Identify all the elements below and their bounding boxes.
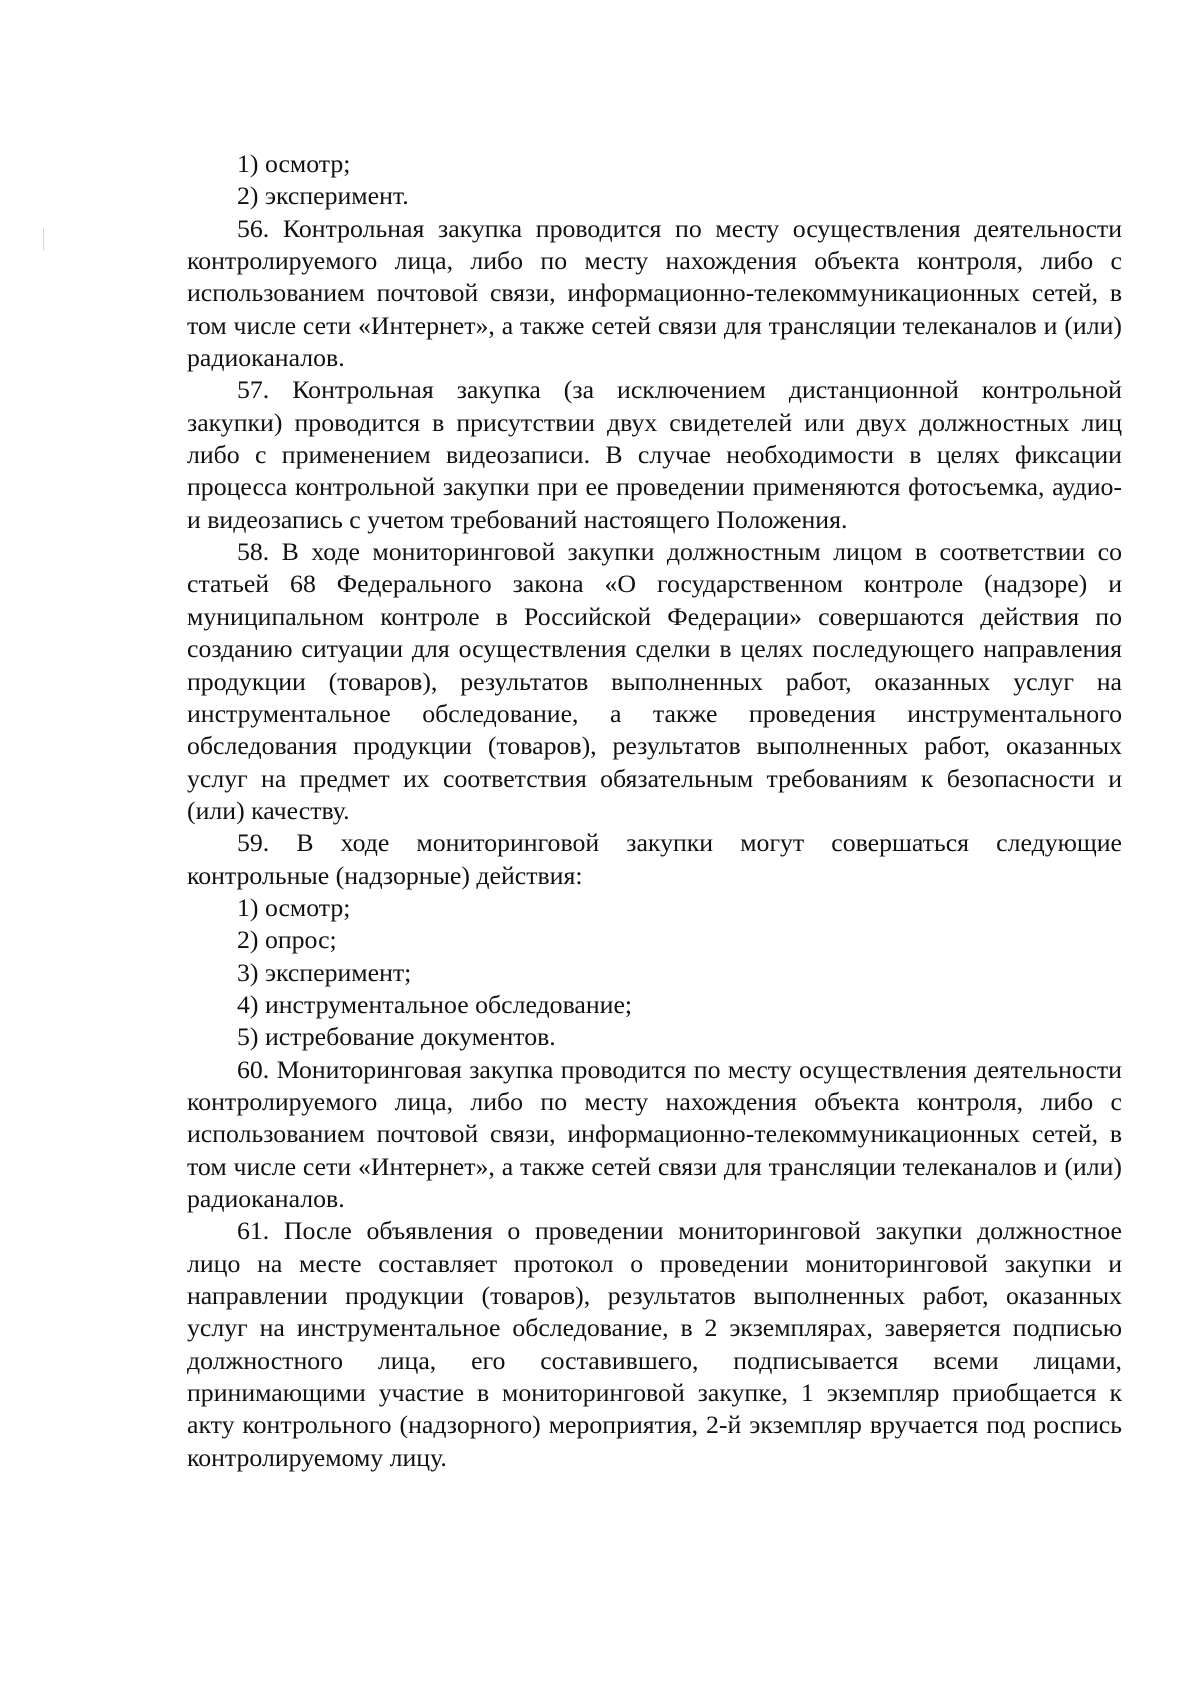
paragraph-56: 56. Контрольная закупка проводится по месту осуществления деятельности контролируемого лица, либо по месту нахождения объекта контроля, либо с использованием почтовой связи, информационно-телекоммуникационных сетей, в том числе сети «Интернет», а также сетей связи для трансляции телеканалов и (или) радиоканалов.	[187, 213, 1122, 373]
document-body	[187, 148, 1122, 1474]
paragraph-58: 58. В ходе мониторинговой закупки должностным лицом в соответствии со статьей 68 Федерального закона «О государственном контроле (надзоре) и муниципальном контроле в Российской Федерации» совершаются действия по созданию ситуации для осуществления сделки в целях последующего направления продукции (товаров), результатов выполненных работ, оказанных услуг на инструментальное обследование, а также проведения инструментального обследования продукции (товаров), результатов выполненных работ, оказанных услуг на предмет их соответствия обязательным требованиям к безопасности и (или) качеству.	[187, 537, 1122, 825]
list-item: 2) опрос;	[237, 925, 337, 955]
list-item: 2) эксперимент.	[237, 181, 409, 211]
paragraph-61: 61. После объявления о проведении мониторинговой закупки должностное лицо на месте составляет протокол о проведении мониторинговой закупки и направлении продукции (товаров), результатов выполненных работ, оказанных услуг на инструментальное обследование, в 2 экземплярах, заверяется подписью должностного лица, его составившего, подписывается всеми лицами, принимающими участие в мониторинговой закупке, 1 экземпляр приобщается к акту контрольного (надзорного) мероприятия, 2-й экземпляр вручается под роспись контролируемому лицу.	[187, 1216, 1122, 1472]
list-item: 3) эксперимент;	[237, 957, 412, 987]
list-item: 4) инструментальное обследование;	[237, 989, 633, 1019]
paragraph-59: 59. В ходе мониторинговой закупки могут совершаться следующие контрольные (надзорные) действия:	[187, 828, 1122, 890]
scan-artifact	[43, 228, 44, 250]
list-item: 1) осмотр;	[237, 892, 351, 922]
list-item: 5) истребование документов.	[237, 1022, 556, 1052]
paragraph-57: 57. Контрольная закупка (за исключением дистанционной контрольной закупки) проводится в присутствии двух свидетелей или двух должностных лиц либо с применением видеозаписи. В случае необходимости в целях фиксации процесса контрольной закупки при ее проведении применяются фотосъемка, аудио- и видеозапись с учетом требований настоящего Положения.	[187, 375, 1122, 534]
list-item: 1) осмотр;	[237, 149, 351, 178]
paragraph-60: 60. Мониторинговая закупка проводится по месту осуществления деятельности контролируемого лица, либо по месту нахождения объекта контроля, либо с использованием почтовой связи, информационно-телекоммуникационных сетей, в том числе сети «Интернет», а также сетей связи для трансляции телеканалов и (или) радиоканалов.	[187, 1054, 1122, 1213]
